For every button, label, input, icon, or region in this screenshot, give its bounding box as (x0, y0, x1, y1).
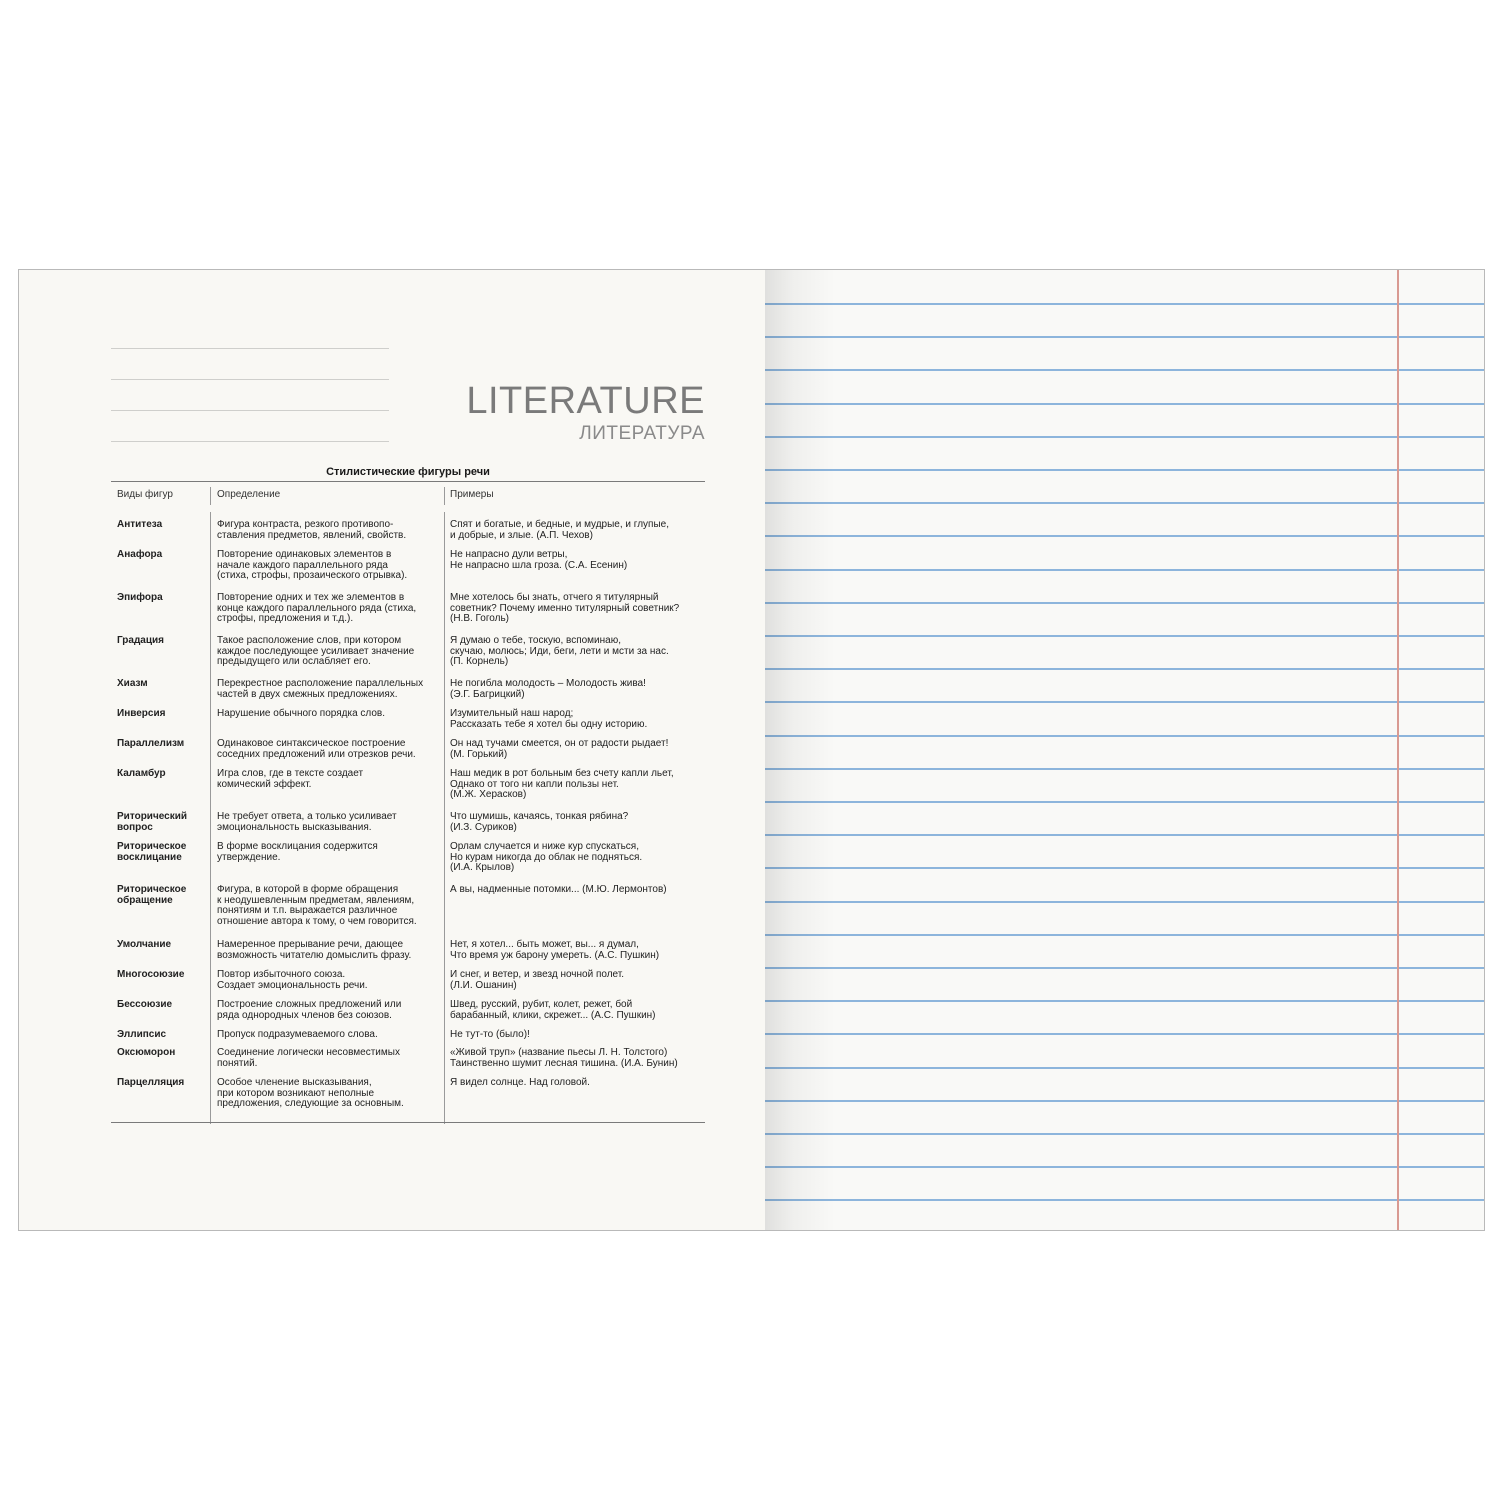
figure-term: Умолчание (117, 939, 172, 950)
ruled-line (765, 1000, 1484, 1002)
subject-title-en: LITERATURE (466, 380, 705, 422)
figure-term: Риторическое обращение (117, 884, 187, 906)
ruled-line (765, 569, 1484, 571)
figure-definition: Повторение одних и тех же элементов в конце каждого параллельного ряда (стиха, строфы, предложения и т.д.). (217, 592, 417, 625)
name-write-line (111, 379, 389, 380)
figures-of-speech-table (111, 463, 705, 1110)
figure-example: Орлам случается и ниже кур спускаться, Но курам никогда до облак не подняться. (И.А. Крылов) (450, 841, 643, 874)
header-divider (444, 487, 445, 505)
ruled-line (765, 436, 1484, 438)
figure-term: Бессоюзие (117, 999, 173, 1010)
figure-definition: Особое членение высказывания, при котором возникают неполные предложения, следующие за основным. (217, 1077, 404, 1110)
figure-term: Градация (117, 635, 164, 646)
ruled-line (765, 403, 1484, 405)
table-title: Стилистические фигуры речи (326, 466, 490, 478)
figure-example: А вы, надменные потомки... (М.Ю. Лермонтов) (450, 884, 667, 895)
spine-shadow (765, 270, 835, 1230)
ruled-line (765, 934, 1484, 936)
figure-term: Антитеза (117, 519, 163, 530)
figure-example: Мне хотелось бы знать, отчего я титулярный советник? Почему именно титулярный советник? (Н.В. Гоголь) (450, 592, 680, 625)
figure-example: Наш медик в рот больным без счету капли льет, Однако от того ни капли пользы нет. (М.Ж. Херасков) (450, 768, 674, 801)
header-divider (210, 487, 211, 505)
figure-example: Он над тучами смеется, он от радости рыдает! (М. Горький) (450, 738, 669, 760)
figure-term: Риторическое восклицание (117, 841, 187, 863)
ruled-line (765, 801, 1484, 803)
figure-example: Не погибла молодость – Молодость жива! (Э.Г. Багрицкий) (450, 678, 646, 700)
ruled-line (765, 502, 1484, 504)
lined-page (765, 270, 1484, 1230)
name-write-line (111, 348, 389, 349)
ruled-line (765, 735, 1484, 737)
ruled-line (765, 701, 1484, 703)
ruled-line (765, 1100, 1484, 1102)
ruled-line (765, 336, 1484, 338)
figure-example: Я думаю о тебе, тоскую, вспоминаю, скучаю, молюсь; Иди, беги, лети и мсти за нас. (П. Корнель) (450, 635, 669, 668)
figure-term: Парцелляция (117, 1077, 185, 1088)
figure-definition: Соединение логически несовместимых понятий. (217, 1047, 400, 1069)
figure-term: Эллипсис (117, 1029, 167, 1040)
notebook-spread (18, 269, 1485, 1231)
ruled-line (765, 901, 1484, 903)
figure-term: Хиазм (117, 678, 148, 689)
ruled-line (765, 768, 1484, 770)
figure-term: Каламбур (117, 768, 166, 779)
column-divider (444, 512, 445, 1124)
name-write-line (111, 441, 389, 442)
ruled-line (765, 1033, 1484, 1035)
figure-definition: Фигура, в которой в форме обращения к неодушевленным предметам, явлениям, понятиям и т.п. выражается различное отношение автора к тому, о чем говорится. (217, 884, 417, 927)
figure-definition: Пропуск подразумеваемого слова. (217, 1029, 378, 1040)
header-definition: Определение (217, 489, 281, 500)
figure-definition: Нарушение обычного порядка слов. (217, 708, 386, 719)
figure-definition: Игра слов, где в тексте создает комический эффект. (217, 768, 364, 790)
figure-example: Я видел солнце. Над головой. (450, 1077, 590, 1088)
figure-term: Эпифора (117, 592, 163, 603)
table-bottom-rule (111, 1122, 705, 1123)
ruled-line (765, 1199, 1484, 1201)
figure-term: Оксюморон (117, 1047, 176, 1058)
figure-definition: Повтор избыточного союза. Создает эмоциональность речи. (217, 969, 368, 991)
figure-example: Не тут-то (было)! (450, 1029, 530, 1040)
ruled-line (765, 535, 1484, 537)
figure-example: Швед, русский, рубит, колет, режет, бой барабанный, клики, скрежет... (А.С. Пушкин) (450, 999, 656, 1021)
ruled-line (765, 1166, 1484, 1168)
figure-definition: Повторение одинаковых элементов в начале каждого параллельного ряда (стиха, строфы, прозаического отрывка). (217, 549, 408, 582)
header-examples: Примеры (450, 489, 494, 500)
figure-definition: Такое расположение слов, при котором каждое последующее усиливает значение предыдущего или ослабляет его. (217, 635, 415, 668)
ruled-line (765, 602, 1484, 604)
figure-example: Не напрасно дули ветры, Не напрасно шла гроза. (С.А. Есенин) (450, 549, 628, 571)
figure-example: «Живой труп» (название пьесы Л. Н. Толстого) Таинственно шумит лесная тишина. (И.А. Бунин) (450, 1047, 678, 1069)
figure-definition: Построение сложных предложений или ряда однородных членов без союзов. (217, 999, 402, 1021)
figure-term: Параллелизм (117, 738, 185, 749)
ruled-line (765, 303, 1484, 305)
figure-term: Инверсия (117, 708, 166, 719)
header-types: Виды фигур (117, 489, 173, 500)
cover-inner-page (19, 270, 765, 1230)
ruled-line (765, 469, 1484, 471)
column-divider (210, 512, 211, 1124)
figure-example: Нет, я хотел... быть может, вы... я думал, Что время уж барону умереть. (А.С. Пушкин) (450, 939, 660, 961)
figure-definition: В форме восклицания содержится утверждение. (217, 841, 378, 863)
figure-example: И снег, и ветер, и звезд ночной полет. (Л.И. Ошанин) (450, 969, 625, 991)
margin-line (1397, 270, 1399, 1230)
figure-example: Изумительный наш народ; Рассказать тебе я хотел бы одну историю. (450, 708, 648, 730)
ruled-line (765, 1133, 1484, 1135)
ruled-line (765, 668, 1484, 670)
ruled-line (765, 867, 1484, 869)
ruled-line (765, 369, 1484, 371)
figure-example: Что шумишь, качаясь, тонкая рябина? (И.З. Суриков) (450, 811, 629, 833)
figure-definition: Намеренное прерывание речи, дающее возможность читателю домыслить фразу. (217, 939, 412, 961)
ruled-line (765, 635, 1484, 637)
name-write-line (111, 410, 389, 411)
ruled-line (765, 967, 1484, 969)
figure-term: Многосоюзие (117, 969, 185, 980)
figure-example: Спят и богатые, и бедные, и мудрые, и глупые, и добрые, и злые. (А.П. Чехов) (450, 519, 669, 541)
figure-term: Анафора (117, 549, 163, 560)
table-header (111, 481, 705, 512)
ruled-line (765, 1067, 1484, 1069)
figure-definition: Одинаковое синтаксическое построение соседних предложений или отрезков речи. (217, 738, 416, 760)
ruled-line (765, 834, 1484, 836)
figure-definition: Не требует ответа, а только усиливает эмоциональность высказывания. (217, 811, 397, 833)
subject-title-ru: ЛИТЕРАТУРА (579, 423, 705, 444)
figure-definition: Перекрестное расположение параллельных частей в двух смежных предложениях. (217, 678, 424, 700)
figure-definition: Фигура контраста, резкого противопо- ставления предметов, явлений, свойств. (217, 519, 407, 541)
figure-term: Риторический вопрос (117, 811, 188, 833)
